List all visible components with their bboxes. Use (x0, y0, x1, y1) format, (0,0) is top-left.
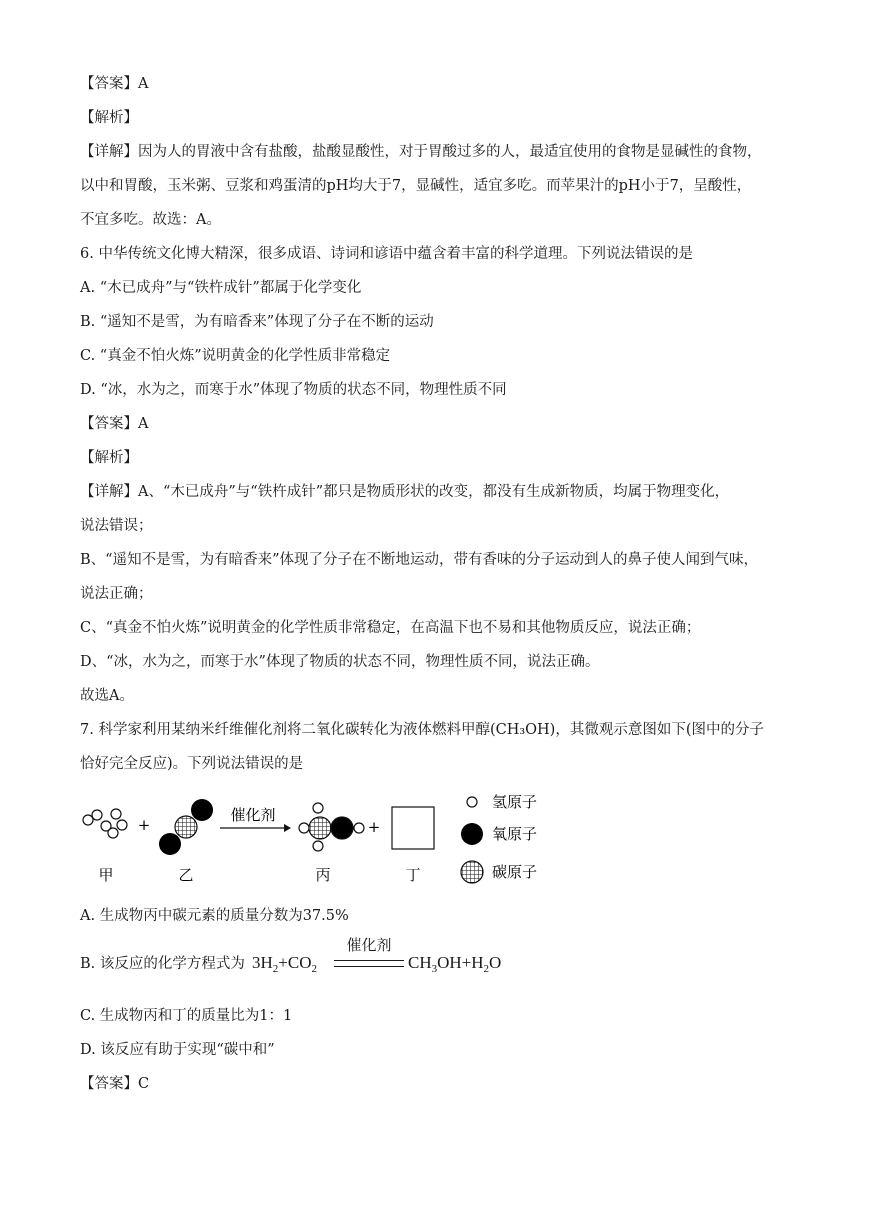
catalyst-label: 催化剂 (230, 806, 276, 824)
unknown-product-box (392, 807, 434, 849)
legend-carbon: 碳原子 (492, 863, 538, 881)
equation-reactants: $3H_2+CO_2$ (252, 953, 317, 975)
option-b (80, 938, 680, 988)
answer-label: 【答案】A (80, 76, 149, 92)
option-b-text: B. 该反应的化学方程式为 (80, 956, 245, 972)
detail-text: C、“真金不怕火炼”说明黄金的化学性质非常稳定，在高温下也不易和其他物质反应，说法正确； (80, 620, 701, 636)
question-7-stem: 恰好完全反应)。下列说法错误的是 (80, 756, 304, 772)
product-label-bing: 丙 (315, 866, 331, 884)
methanol-molecule (299, 803, 364, 851)
reaction-diagram (78, 790, 558, 890)
option-c: C. 生成物丙和丁的质量比为1：1 (80, 1008, 293, 1024)
answer-label: 【答案】C (80, 1076, 150, 1092)
option-b: B. “遥知不是雪，为有暗香来”体现了分子在不断的运动 (80, 314, 434, 330)
plus-sign: + (367, 818, 381, 836)
product-label-ding: 丁 (405, 866, 421, 884)
plus-sign: + (137, 816, 151, 834)
question-7-stem: 7. 科学家利用某纳米纤维催化剂将二氧化碳转化为液体燃料甲醇(CH₃OH)，其微观示意图如下(图中的分子 (80, 722, 764, 738)
equation-products: $CH_3OH+H_2O$ (408, 953, 502, 975)
detail-text: 【详解】A、“木已成舟”与“铁杵成针”都只是物质形状的改变，都没有生成新物质，均属于物理变化， (80, 484, 730, 500)
hydrogen-atom-icon (467, 797, 477, 807)
question-6-stem: 6. 中华传统文化博大精深，很多成语、诗词和谚语中蕴含着丰富的科学道理。下列说法错误的是 (80, 246, 693, 262)
equals-sign (334, 960, 404, 967)
legend-hydrogen: 氢原子 (492, 793, 538, 811)
hydrogen-molecules (83, 809, 127, 838)
option-a: A. 生成物丙中碳元素的质量分数为37.5% (80, 908, 349, 924)
detail-text: 说法正确； (80, 586, 153, 602)
carbon-atom-icon (461, 861, 483, 883)
analysis-label: 【解析】 (80, 450, 138, 466)
reactant-label-jia: 甲 (98, 866, 114, 884)
detail-text: D、“冰，水为之，而寒于水”体现了物质的状态不同，物理性质不同，说法正确。 (80, 654, 600, 670)
detail-text: 【详解】因为人的胃液中含有盐酸，盐酸显酸性，对于胃酸过多的人，最适宜使用的食物是显碱性的食物， (80, 144, 762, 160)
detail-text: B、“遥知不是雪，为有暗香来”体现了分子在不断地运动，带有香味的分子运动到人的鼻子使人闻到气味， (80, 552, 758, 568)
oxygen-atom-icon (461, 823, 483, 845)
answer-label: 【答案】A (80, 416, 149, 432)
legend-oxygen: 氧原子 (492, 825, 538, 843)
detail-text: 不宜多吃。故选：A。 (80, 212, 221, 228)
option-c: C. “真金不怕火炼”说明黄金的化学性质非常稳定 (80, 348, 391, 364)
detail-text: 说法错误； (80, 518, 153, 534)
equation-catalyst: 催化剂 (346, 936, 392, 954)
option-a: A. “木已成舟”与“铁杵成针”都属于化学变化 (80, 280, 362, 296)
carbon-dioxide-molecule (159, 799, 213, 855)
option-d: D. “冰，水为之，而寒于水”体现了物质的状态不同，物理性质不同 (80, 382, 507, 398)
reaction-arrow-icon (220, 824, 291, 832)
reactant-label-yi: 乙 (178, 866, 194, 884)
analysis-label: 【解析】 (80, 110, 138, 126)
detail-text: 故选A。 (80, 688, 134, 704)
option-d: D. 该反应有助于实现“碳中和” (80, 1042, 275, 1058)
legend (461, 793, 537, 883)
detail-text: 以中和胃酸，玉米粥、豆浆和鸡蛋清的pH均大于7，显碱性，适宜多吃。而苹果汁的pH小于7，呈酸性， (80, 178, 752, 194)
